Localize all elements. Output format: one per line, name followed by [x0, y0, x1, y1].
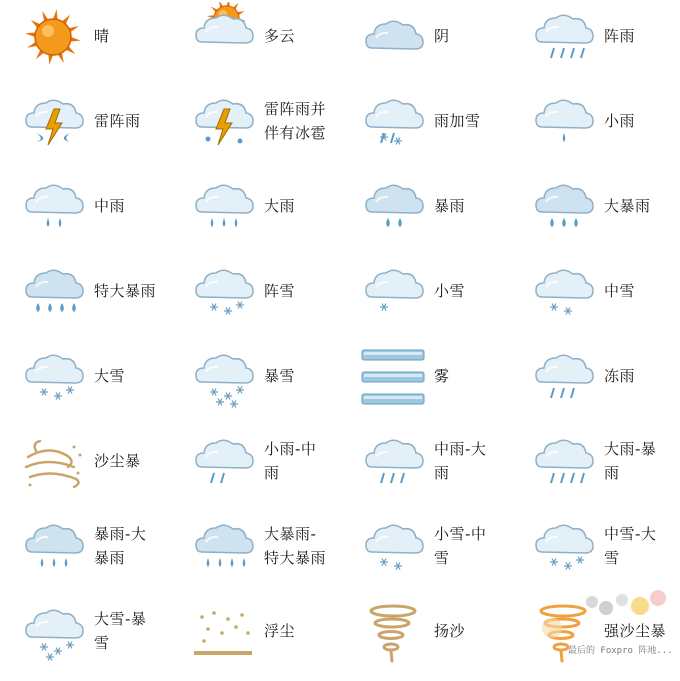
weather-item: [340, 87, 510, 171]
weather-label: 阵雨: [604, 27, 636, 45]
weather-item: [510, 512, 680, 596]
weather-label: 中雪-大 雪: [604, 525, 657, 567]
weather-label: 大雨: [264, 197, 296, 215]
weather-item: [0, 87, 170, 171]
sleet-icon: [358, 87, 428, 157]
light-to-moderate-rain-icon: [188, 427, 258, 497]
weather-label: 浮尘: [264, 622, 296, 640]
weather-item: [170, 87, 340, 171]
weather-label: 小雪-中 雪: [434, 525, 487, 567]
weather-label: 雾: [434, 367, 450, 385]
heavy-to-extreme-rainstorm-icon: [188, 512, 258, 582]
fog-icon: [358, 342, 428, 412]
weather-label: 暴雨: [434, 197, 466, 215]
weather-label: 小雨: [604, 112, 636, 130]
weather-item: [170, 512, 340, 596]
heavy-rain-icon: [188, 172, 258, 242]
thunder-hail-icon: [188, 87, 258, 157]
heavy-rainstorm-icon: [528, 172, 598, 242]
weather-label: 暴雨-大 暴雨: [94, 525, 147, 567]
moderate-to-heavy-rain-icon: [358, 427, 428, 497]
weather-label: 大雨-暴 雨: [604, 440, 657, 482]
floating-dust-icon: [188, 597, 258, 667]
weather-label: 大暴雨: [604, 197, 651, 215]
weather-item: [0, 2, 170, 86]
extreme-rainstorm-icon: [18, 257, 88, 327]
weather-item: [340, 342, 510, 426]
weather-item: [340, 257, 510, 341]
weather-item: [340, 512, 510, 596]
moderate-snow-icon: [528, 257, 598, 327]
weather-item: [170, 257, 340, 341]
weather-item: [0, 172, 170, 256]
weather-item: [510, 342, 680, 426]
weather-item: [170, 597, 340, 681]
blowing-sand-icon: [358, 597, 428, 667]
overcast-icon: [358, 2, 428, 72]
weather-item: [510, 172, 680, 256]
weather-item: [170, 427, 340, 511]
watermark-text: 最后的 Foxpro 阵地...: [568, 646, 673, 656]
weather-label: 暴雪: [264, 367, 296, 385]
weather-item: [340, 597, 510, 681]
weather-label: 小雪: [434, 282, 466, 300]
rainstorm-icon: [358, 172, 428, 242]
weather-item: [510, 87, 680, 171]
rainstorm-to-heavy-rainstorm-icon: [18, 512, 88, 582]
weather-item: [0, 427, 170, 511]
weather-item: [0, 597, 170, 681]
weather-label: 大雪: [94, 367, 126, 385]
weather-item: [510, 2, 680, 86]
blizzard-icon: [188, 342, 258, 412]
weather-item: [170, 2, 340, 86]
weather-label: 小雨-中 雨: [264, 440, 317, 482]
weather-item: [340, 427, 510, 511]
weather-item: [0, 512, 170, 596]
sunny-icon: [18, 2, 88, 72]
weather-label: 沙尘暴: [94, 452, 141, 470]
snow-shower-icon: [188, 257, 258, 327]
weather-label: 多云: [264, 27, 296, 45]
weather-item: [0, 342, 170, 426]
weather-label: 中雨: [94, 197, 126, 215]
moderate-rain-icon: [18, 172, 88, 242]
heavy-snow-icon: [18, 342, 88, 412]
weather-label: 中雨-大 雨: [434, 440, 487, 482]
weather-item: [0, 257, 170, 341]
heavy-snow-to-blizzard-icon: [18, 597, 88, 667]
weather-item: [170, 342, 340, 426]
weather-item: [510, 257, 680, 341]
weather-label: 阵雪: [264, 282, 296, 300]
weather-label: 雷阵雨并 伴有冰雹: [264, 100, 327, 142]
weather-label: 雨加雪: [434, 112, 481, 130]
thunder-shower-icon: [18, 87, 88, 157]
weather-label: 雷阵雨: [94, 112, 141, 130]
weather-item: [340, 172, 510, 256]
moderate-to-heavy-snow-icon: [528, 512, 598, 582]
shower-icon: [528, 2, 598, 72]
light-rain-icon: [528, 87, 598, 157]
light-to-moderate-snow-icon: [358, 512, 428, 582]
weather-label: 冻雨: [604, 367, 636, 385]
sandstorm-icon: [18, 427, 88, 497]
weather-label: 扬沙: [434, 622, 466, 640]
weather-item: [510, 427, 680, 511]
weather-label: 大暴雨- 特大暴雨: [264, 525, 327, 567]
weather-label: 特大暴雨: [94, 282, 157, 300]
weather-item: [340, 2, 510, 86]
cloudy-sun-icon: [188, 2, 258, 72]
weather-label: 晴: [94, 27, 110, 45]
weather-item: [170, 172, 340, 256]
weather-label: 大雪-暴 雪: [94, 610, 147, 652]
weather-label: 阴: [434, 27, 450, 45]
freezing-rain-icon: [528, 342, 598, 412]
light-snow-icon: [358, 257, 428, 327]
heavy-rain-to-rainstorm-icon: [528, 427, 598, 497]
weather-label: 中雪: [604, 282, 636, 300]
weather-label: 强沙尘暴: [604, 622, 667, 640]
